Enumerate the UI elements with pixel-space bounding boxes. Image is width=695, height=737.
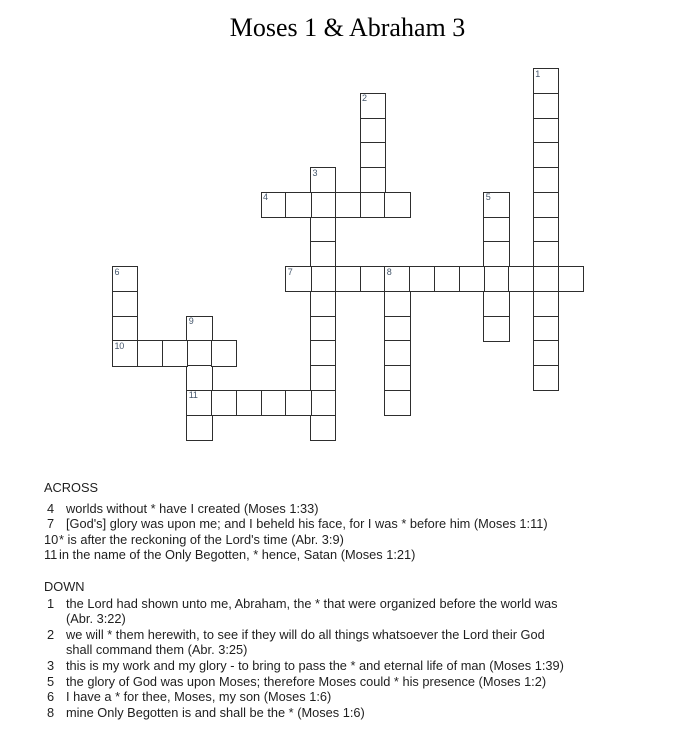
down-clues-section [44,579,689,720]
clue-number: 4 [46,500,55,516]
grid-cell[interactable] [384,390,410,416]
grid-cell[interactable] [186,340,212,366]
grid-cell[interactable] [360,192,386,218]
grid-cell[interactable] [483,217,509,243]
grid-cell[interactable] [310,217,336,243]
grid-cell[interactable] [533,316,559,342]
grid-cell[interactable] [533,192,559,218]
cell-number: 2 [362,93,367,104]
grid-cell[interactable] [483,266,509,292]
grid-cell[interactable] [533,266,559,292]
grid-cell[interactable] [285,390,311,416]
grid-cell[interactable] [261,390,287,416]
grid-cell[interactable] [533,365,559,391]
grid-cell[interactable] [112,266,138,292]
across-header: ACROSS [44,480,99,495]
grid-cell[interactable] [310,340,336,366]
grid-cell[interactable] [310,241,336,267]
grid-cell[interactable] [310,415,336,441]
clue-item [44,689,689,705]
clue-number: 1 [46,595,55,611]
grid-cell[interactable] [459,266,485,292]
grid-cell[interactable] [533,142,559,168]
grid-cell[interactable] [186,365,212,391]
grid-cell[interactable] [360,142,386,168]
grid-cell[interactable] [211,340,237,366]
grid-cell[interactable] [335,192,361,218]
clue-item [44,532,689,548]
grid-cell[interactable] [483,291,509,317]
grid-cell[interactable] [137,340,163,366]
grid-cell[interactable] [483,316,509,342]
clue-text: worlds without * have I created (Moses 1:33) [66,500,319,516]
clue-text: [God's] glory was upon me; and I beheld his face, for I was * before him (Moses 1:11) [66,516,548,532]
grid-cell[interactable] [533,340,559,366]
clue-number: 8 [46,704,55,720]
grid-cell[interactable] [310,316,336,342]
grid-cell[interactable] [360,118,386,144]
grid-cell[interactable] [533,93,559,119]
grid-cell[interactable] [112,291,138,317]
grid-cell[interactable] [508,266,534,292]
grid-cell[interactable] [360,266,386,292]
clue-text: the Lord had shown unto me, Abraham, the * that were organized before the world was (Abr. 3:22) [66,595,558,627]
cell-number: 7 [287,266,293,277]
grid-cell[interactable] [186,415,212,441]
cell-number: 9 [188,316,194,326]
grid-cell[interactable] [360,167,386,193]
grid-cell[interactable] [384,340,410,366]
grid-cell[interactable] [434,266,460,292]
grid-cell[interactable] [533,68,559,94]
grid-cell[interactable] [285,192,311,218]
grid-cell[interactable] [162,340,188,366]
grid-cell[interactable] [384,291,410,317]
grid-cell[interactable] [533,241,559,267]
cell-number: 6 [114,266,120,277]
clue-text: mine Only Begotten is and shall be the * (Moses 1:6) [66,704,365,720]
grid-cell[interactable] [112,340,138,366]
clue-item [44,501,689,517]
grid-cell[interactable] [186,390,212,416]
cell-number: 8 [386,266,392,277]
clue-number: 2 [46,626,55,642]
grid-cell[interactable] [384,266,410,292]
grid-cell[interactable] [533,291,559,317]
grid-cell[interactable] [533,118,559,144]
grid-cell[interactable] [310,390,336,416]
clue-item [44,674,689,690]
grid-cell[interactable] [310,266,336,292]
grid-cell[interactable] [558,266,584,292]
clue-number: 3 [46,657,55,673]
clue-text: the glory of God was upon Moses; therefore Moses could * his presence (Moses 1:2) [66,673,547,689]
across-clues-section [44,480,689,563]
grid-cell[interactable] [236,390,262,416]
cell-number: 3 [312,167,318,178]
clue-text: * is after the reckoning of the Lord's time (Abr. 3:9) [59,531,344,547]
clue-item [44,705,689,721]
cell-number: 4 [263,192,268,203]
grid-cell[interactable] [285,266,311,292]
grid-cell[interactable] [483,241,509,267]
clue-number: 10 [44,531,59,547]
grid-cell[interactable] [335,266,361,292]
grid-cell[interactable] [533,167,559,193]
clue-text: we will * them herewith, to see if they will do all things whatsoever the Lord their God shall command them (Abr. 3:25) [66,626,545,658]
clue-text: this is my work and my glory - to bring to pass the * and eternal life of man (Moses 1:39) [66,657,564,673]
clue-item [44,547,689,563]
grid-cell[interactable] [310,365,336,391]
grid-cell[interactable] [310,192,336,218]
clue-text: I have a * for thee, Moses, my son (Moses 1:6) [66,689,332,705]
grid-cell[interactable] [384,365,410,391]
grid-cell[interactable] [211,390,237,416]
clue-item [44,516,689,532]
clue-item [44,596,689,627]
clue-text: in the name of the Only Begotten, * hence, Satan (Moses 1:21) [59,547,416,563]
grid-cell[interactable] [310,167,336,193]
cell-number: 10 [114,340,125,351]
down-header: DOWN [44,579,85,594]
cell-number: 11 [188,390,198,401]
page-title: Moses 1 & Abraham 3 [229,13,466,42]
clue-number: 11 [44,547,58,563]
clue-item [44,627,689,658]
grid-cell[interactable] [533,217,559,243]
grid-cell[interactable] [261,192,287,218]
grid-cell[interactable] [384,316,410,342]
down-clue-list [44,596,689,721]
cell-number: 1 [535,68,541,79]
grid-cell[interactable] [310,291,336,317]
clue-number: 5 [46,673,55,689]
grid-cell[interactable] [186,316,212,342]
clue-item [44,658,689,674]
grid-cell[interactable] [483,192,509,218]
grid-cell[interactable] [409,266,435,292]
clue-number: 6 [46,689,55,705]
clue-number: 7 [46,516,55,532]
grid-cell[interactable] [384,192,410,218]
grid-cell[interactable] [112,316,138,342]
grid-cell[interactable] [360,93,386,119]
across-clue-list [44,501,689,563]
cell-number: 5 [485,192,491,203]
